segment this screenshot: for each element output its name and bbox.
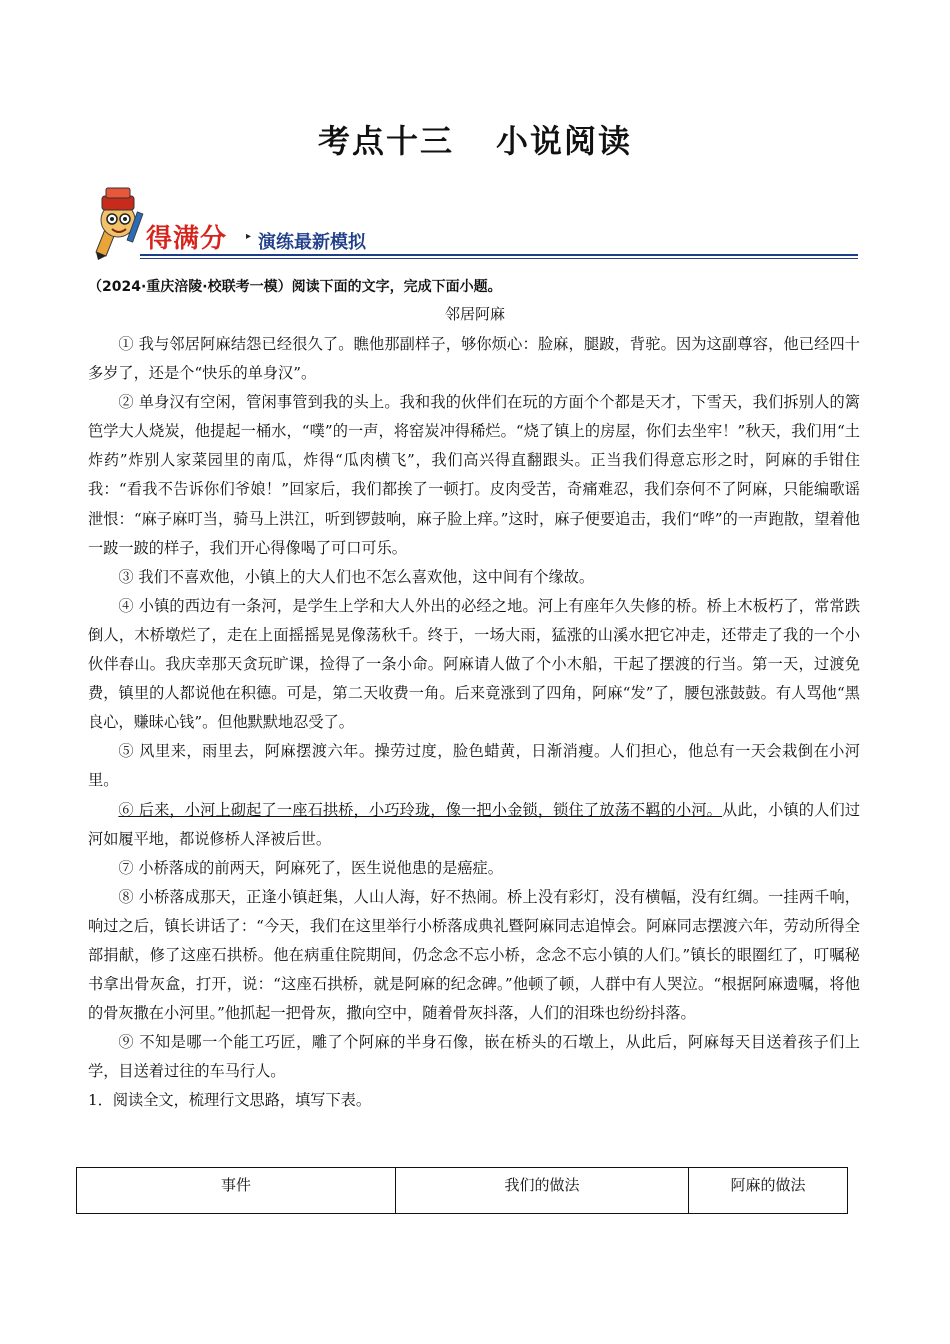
paragraph-1: ① 我与邻居阿麻结怨已经很久了。瞧他那副样子，够你烦心：脸麻，腿跛，背驼。因为这副尊容，他已经四十多岁了，还是个“快乐的单身汉”。: [88, 335, 860, 383]
paragraph-5: ⑤ 风里来，雨里去，阿麻摆渡六年。操劳过度，脸色蜡黄，日渐消瘦。人们担心，他总有一天会栽倒在小河里。: [88, 742, 860, 790]
banner-arrow-icon: ▸: [246, 231, 252, 242]
banner-rule: [140, 254, 858, 256]
passage-title: 邻居阿麻: [444, 305, 505, 323]
underlined-sentence: ⑥ 后来，小河上砌起了一座石拱桥，小巧玲珑，像一把小金锁，锁住了放荡不羁的小河。: [118, 800, 723, 819]
pencil-mascot-icon: [88, 182, 150, 262]
paragraph-4: ④ 小镇的西边有一条河，是学生上学和大人外出的必经之地。河上有座年久失修的桥。桥上木板朽了，常常跌倒人，木桥墩烂了，走在上面摇摇晃晃像荡秋千。终于，一场大雨，猛涨的山溪水把它冲走，还带走了我的一个小伙伴春山。我庆幸那天贪玩旷课，捡得了一条小命。阿麻请人做了个小木船，干起了摆渡的行当。第一天，过渡免费，镇里的人都说他在积德。可是，第二天收费一角。后来竟涨到了四角，阿麻“发”了，腰包涨鼓鼓。有人骂他“黑良心，赚昧心钱”。但他默默地忍受了。: [88, 596, 860, 732]
paragraph-6-rest: 从此，小镇的人们过河如履平地，都说修桥人泽被后世。: [88, 800, 860, 848]
page-title: [0, 116, 950, 162]
answer-table: [76, 1167, 848, 1214]
passage-body: [88, 330, 860, 1116]
paragraph-8: ⑧ 小桥落成那天，正逢小镇赶集，人山人海，好不热闹。桥上没有彩灯，没有横幅，没有红绸。一挂两千响，响过之后，镇长讲话了：“今天，我们在这里举行小桥落成典礼暨阿麻同志追悼会。阿麻同志摆渡六年，劳动所得全部捐献，修了这座石拱桥。他在病重住院期间，仍念念不忘小桥，念念不忘小镇的人们。”镇长的眼圈红了，叮嘱秘书拿出骨灰盒，打开，说：“这座石拱桥，就是阿麻的纪念碑。”他顿了顿，人群中有人哭泣。“根据阿麻遗嘱，将他的骨灰撒在小河里。”他抓起一把骨灰，撒向空中，随着骨灰抖落，人们的泪珠也纷纷抖落。: [88, 887, 860, 1023]
paragraph-9: ⑨ 不知是哪一个能工巧匠，雕了个阿麻的半身石像，嵌在桥头的石墩上，从此后，阿麻每天目送着孩子们上学，目送着过往的车马行人。: [88, 1033, 860, 1081]
table-header-ama-actions: 阿麻的做法: [689, 1168, 848, 1214]
banner-main-label: 得满分: [146, 224, 228, 254]
paragraph-3: ③ 我们不喜欢他，小镇上的大人们也不怎么喜欢他，这中间有个缘故。: [118, 567, 595, 586]
page-title-part2: 小说阅读: [496, 122, 633, 160]
banner-sub-label: 演练最新模拟: [258, 232, 366, 253]
exam-source: （2024·重庆涪陵·校联考一模）阅读下面的文字，完成下面小题。: [88, 279, 502, 295]
table-header-row: [77, 1168, 848, 1214]
table-header-event: 事件: [77, 1168, 396, 1214]
page-title-part1: 考点十三: [317, 122, 454, 160]
paragraph-6: [88, 796, 860, 854]
banner-rule-thin: [140, 258, 858, 259]
paragraph-7: ⑦ 小桥落成的前两天，阿麻死了，医生说他患的是癌症。: [118, 858, 503, 877]
question-1: 1．阅读全文，梳理行文思路，填写下表。: [88, 1091, 372, 1110]
section-banner: [88, 182, 858, 262]
paragraph-2: ② 单身汉有空闲，管闲事管到我的头上。我和我的伙伴们在玩的方面个个都是天才，下雪天，我们拆别人的篱笆学大人烧炭，他提起一桶水，“噗”的一声，将窑炭冲得稀烂。“烧了镇上的房屋，你们去坐牢！”秋天，我们用“土炸药”炸别人家菜园里的南瓜，炸得“瓜肉横飞”，我们高兴得直翻跟头。正当我们得意忘形之时，阿麻的手钳住我：“看我不告诉你们爷娘！”回家后，我们都挨了一顿打。皮肉受苦，奇痛难忍，我们奈何不了阿麻，只能编歌谣泄恨：“麻子麻叮当，骑马上洪江，听到锣鼓响，麻子脸上痒。”这时，麻子便要追击，我们“哗”的一声跑散，望着他一跛一跛的样子，我们开心得像喝了可口可乐。: [88, 393, 860, 557]
table-header-our-actions: 我们的做法: [396, 1168, 689, 1214]
